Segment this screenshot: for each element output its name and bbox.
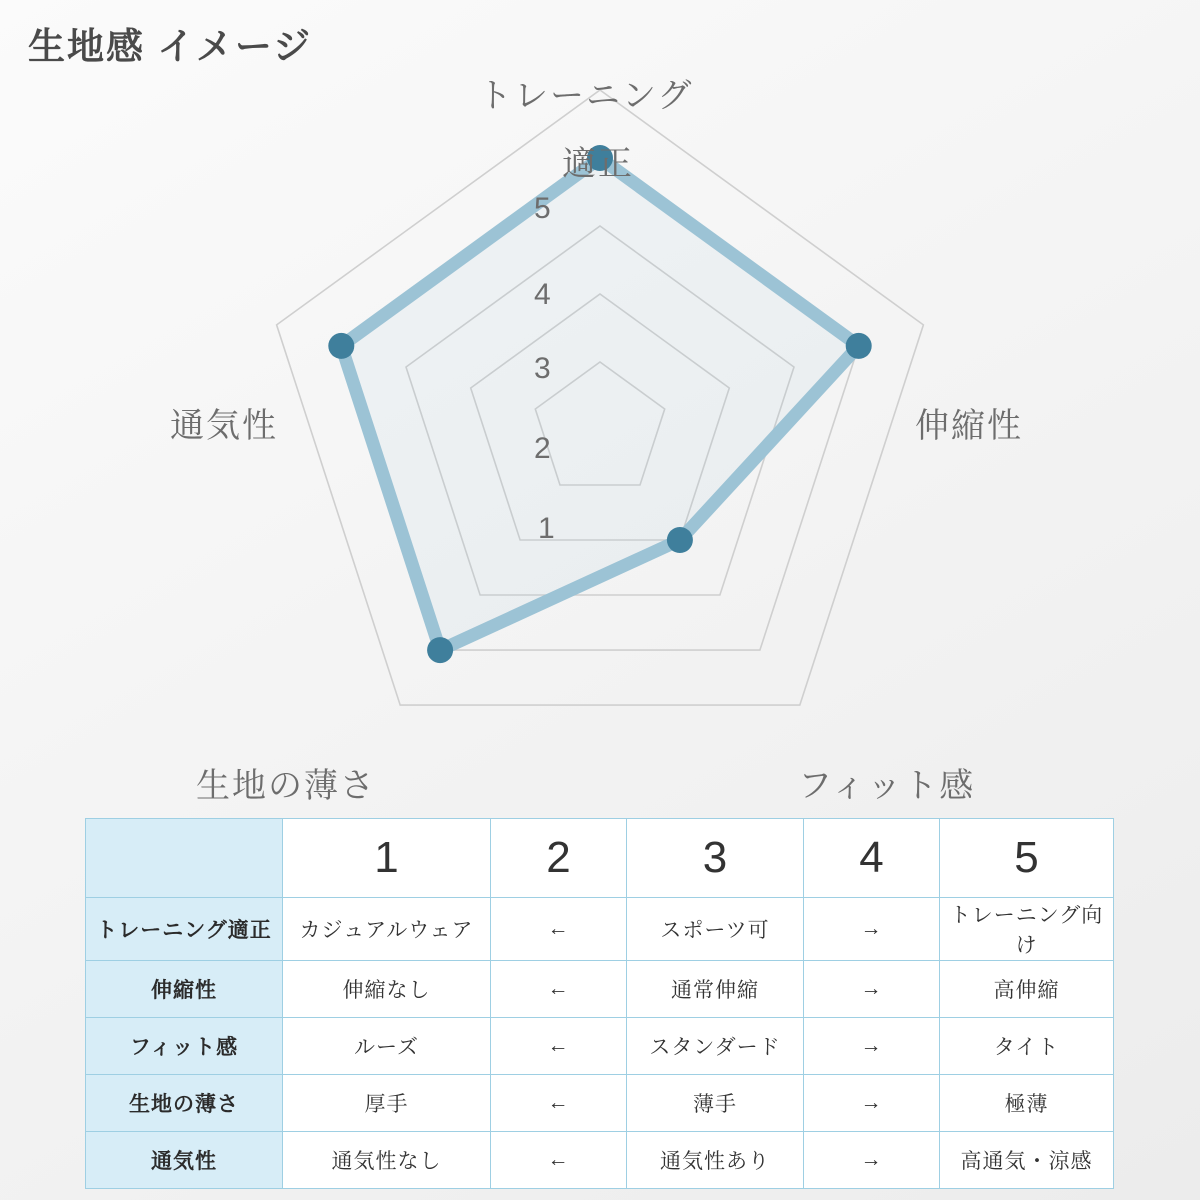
axis-label-training-line1: トレーニング [478,77,694,115]
table-row [86,1132,1114,1189]
tick-label-1: 1 [538,512,555,545]
cell-breathability-2: ← [491,1132,627,1189]
cell-stretch-4: → [804,961,940,1018]
cell-fit-3: スタンダード [627,1018,804,1075]
row-label-training: トレーニング適正 [86,898,283,961]
cell-thinness-1: 厚手 [283,1075,491,1132]
row-label-fit: フィット感 [86,1018,283,1075]
table-col-header-2: 2 [491,819,627,898]
radar-series [328,145,871,663]
tick-label-5: 5 [534,192,551,225]
table-col-header-5: 5 [940,819,1114,898]
cell-fit-2: ← [491,1018,627,1075]
cell-training-3: スポーツ可 [627,898,804,961]
table-col-header-3: 3 [627,819,804,898]
tick-label-3: 3 [534,352,551,385]
row-label-breathability: 通気性 [86,1132,283,1189]
cell-stretch-1: 伸縮なし [283,961,491,1018]
axis-label-stretch: 伸縮性 [915,407,1023,445]
row-label-thinness: 生地の薄さ [86,1075,283,1132]
cell-fit-1: ルーズ [283,1018,491,1075]
table-row [86,898,1114,961]
radar-chart [0,40,1200,820]
cell-stretch-3: 通常伸縮 [627,961,804,1018]
cell-stretch-5: 高伸縮 [940,961,1114,1018]
cell-thinness-5: 極薄 [940,1075,1114,1132]
axis-label-training-line2: 適正 [562,145,634,183]
cell-fit-5: タイト [940,1018,1114,1075]
cell-stretch-2: ← [491,961,627,1018]
cell-fit-4: → [804,1018,940,1075]
table-corner-cell [86,819,283,898]
cell-thinness-2: ← [491,1075,627,1132]
axis-label-breathability: 通気性 [170,407,278,445]
cell-thinness-3: 薄手 [627,1075,804,1132]
cell-breathability-1: 通気性なし [283,1132,491,1189]
scale-legend-table [85,818,1114,1189]
row-label-stretch: 伸縮性 [86,961,283,1018]
tick-label-2: 2 [534,432,551,465]
table-row [86,961,1114,1018]
cell-breathability-3: 通気性あり [627,1132,804,1189]
page-title: 生地感 イメージ [28,26,313,67]
cell-training-4: → [804,898,940,961]
table-header-row [86,819,1114,898]
tick-label-4: 4 [534,278,551,311]
table-col-header-1: 1 [283,819,491,898]
table-row [86,1075,1114,1132]
axis-label-fit: フィット感 [798,767,976,805]
cell-breathability-4: → [804,1132,940,1189]
cell-breathability-5: 高通気・涼感 [940,1132,1114,1189]
radar-data-polygon [341,158,858,650]
cell-training-5: トレーニング向け [940,898,1114,961]
cell-training-2: ← [491,898,627,961]
table-col-header-4: 4 [804,819,940,898]
table-row [86,1018,1114,1075]
axis-label-thinness: 生地の薄さ [196,767,376,805]
cell-thinness-4: → [804,1075,940,1132]
cell-training-1: カジュアルウェア [283,898,491,961]
